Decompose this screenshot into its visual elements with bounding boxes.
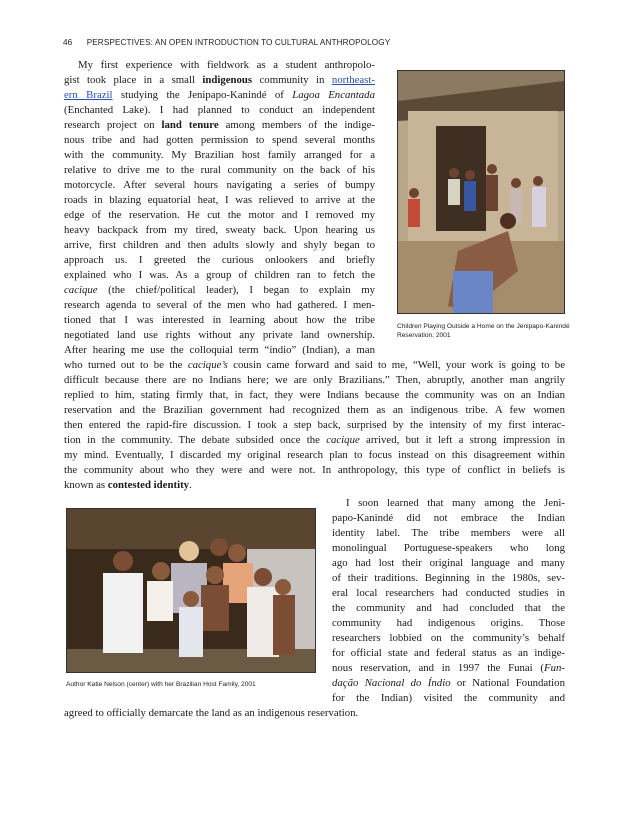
text-line: papo-Kanindé did not embrace the Indian — [332, 512, 565, 524]
text-line: edge of the reservation. He cut the motor and I removed my — [64, 209, 375, 221]
text-line: the community about who they were and were not. In anthropology, this type of conflict in beliefs is — [64, 464, 565, 476]
text-line: monolingual Portuguese-speakers who long — [332, 542, 565, 554]
text-line: agreed to officially demarcate the land as an indigenous reservation. — [64, 707, 359, 719]
text-line: research project on land tenure among members of the indige- — [64, 119, 375, 131]
text-line: nous reservation, and in 1997 the Funai (Fun- — [332, 662, 565, 674]
text-line: gist took place in a small indigenous community in northeast- — [64, 74, 375, 86]
text-line: After hearing me use the colloquial term “índio” (Indian), a man — [64, 344, 375, 356]
text-line: motorcycle. After several hours navigating a series of bumpy — [64, 179, 375, 191]
text-line: then entered the rapid-fire discussion. I took a step back, surprised by the intensity of my first interac- — [64, 419, 565, 431]
text-line: replied to him, stating firmly that, in fact, they were Indians because the community was on an Indian — [64, 389, 565, 401]
figure2-caption: Author Katie Nelson (center) with her Brazilian Host Family, 2001 — [66, 681, 256, 688]
northeastern-brazil-link-cont[interactable]: ern Brazil — [64, 89, 113, 101]
running-title: PERSPECTIVES: AN OPEN INTRODUCTION TO CULTURAL ANTHROPOLOGY — [86, 38, 391, 47]
text-line: with the community. My Brazilian host family arranged for a — [64, 149, 375, 161]
host-family-photo-image — [67, 509, 315, 672]
text-line: reservation and the Brazilian government had recognized them as an indigenous tribe. A few women — [64, 404, 565, 416]
text-line: heavy backpack from my tired, sweaty back. Upon hearing us — [64, 224, 375, 236]
text-line: who turned out to be the cacique’s cousin came forward and said to me, “Well, your work is going to be — [64, 359, 566, 371]
text-line: explained who I was. As a group of children ran to fetch the — [64, 269, 375, 281]
text-line: ern Brazil studying the Jenipapo-Kanindé of Lagoa Encantada — [64, 89, 375, 101]
text-line: relative to drive me to the rural community on the back of his — [64, 164, 375, 176]
text-line: the community and had concluded that the — [332, 602, 565, 614]
text-line: researchers lobbied on the community’s behalf — [332, 632, 565, 644]
text-line: identity label. The tribe members were all — [332, 527, 565, 539]
text-line: approach us. I greeted the curious onlookers and briefly — [64, 254, 375, 266]
text-line: tioned that I was interested in learning about how the tribe — [64, 314, 375, 326]
host-family-photo — [66, 508, 316, 673]
text-line: for the Indian) visited the community and — [332, 692, 565, 704]
text-line: difficult because there are no Indians here; we are only Brazilians.” Then, abruptly, another man angrily — [64, 374, 565, 386]
text-line: for official state and federal status as an indige- — [332, 647, 565, 659]
children-playing-photo-image — [398, 71, 564, 313]
page-number: 46 — [63, 38, 73, 47]
text-line: eral local researchers had conducted studies in — [332, 587, 565, 599]
text-line: dação Nacional do Índio or National Foundation — [332, 677, 565, 689]
text-line: nous tribe and had gotten permission to spend several months — [64, 134, 375, 146]
children-playing-photo — [397, 70, 565, 314]
figure1-caption: Children Playing Outside a Home on the Jenipapo-Kanindé Reservation, 2001 — [397, 323, 570, 339]
text-line: community had indigenous origins. Those — [332, 617, 565, 629]
text-line: arrive, first children and then adults slowly and shyly began to — [64, 239, 375, 251]
text-line: negotiated land use rights without any private land ownership. — [64, 329, 375, 341]
text-line: roads in blazing equatorial heat, I was relieved to arrive at the — [64, 194, 375, 206]
text-line: (Enchanted Lake). I had planned to conduct an independent — [64, 104, 375, 116]
text-line: cacique (the chief/political leader), I began to explain my — [64, 284, 375, 296]
northeastern-brazil-link[interactable]: northeast- — [331, 74, 375, 86]
text-line: ago had lost their original language and many — [332, 557, 565, 569]
text-line: of their traditions. Beginning in the 1980s, sev- — [332, 572, 565, 584]
text-line: known as contested identity. — [64, 479, 192, 491]
text-line: tion in the community. The debate subsided once the cacique arrived, but it left a strong impression in — [64, 434, 565, 446]
text-line: my mind. Eventually, I discarded my original research plan to focus instead on this disagreement within — [64, 449, 565, 461]
text-line: I soon learned that many among the Jeni- — [346, 497, 565, 509]
text-line: My first experience with fieldwork as a student anthropolo- — [78, 59, 375, 71]
text-line: research agenda to several of the men who had gathered. I men- — [64, 299, 375, 311]
